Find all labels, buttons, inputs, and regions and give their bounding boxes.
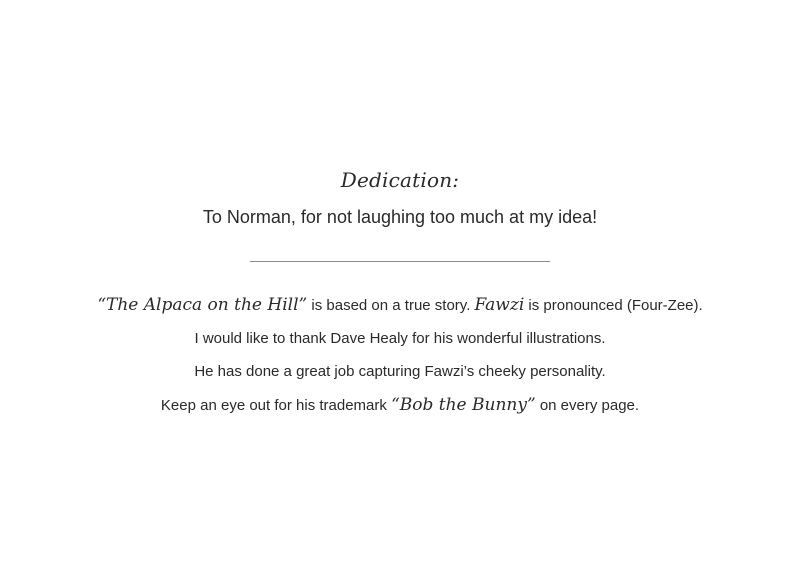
book-title: “The Alpaca on the Hill” (97, 295, 308, 315)
illustrator-praise-line: He has done a great job capturing Fawzi’s cheeky personality. (194, 363, 606, 380)
trademark-note-before: Keep an eye out for his trademark (160, 397, 392, 414)
dedication-heading: Dedication: (340, 168, 460, 192)
story-note-text: is based on a true story. (307, 297, 475, 314)
trademark-name: “Bob the Bunny” (391, 395, 536, 415)
story-note-line (0, 295, 800, 315)
character-name: Fawzi (474, 295, 525, 315)
pronunciation-text: is pronounced (Four-Zee). (524, 297, 703, 314)
illustrator-thanks-line: I would like to thank Dave Healy for his wonderful illustrations. (194, 330, 606, 347)
section-divider (250, 261, 550, 262)
trademark-note-line (0, 395, 800, 415)
dedication-text: To Norman, for not laughing too much at my idea! (202, 207, 598, 227)
trademark-note-after: on every page. (535, 397, 640, 414)
